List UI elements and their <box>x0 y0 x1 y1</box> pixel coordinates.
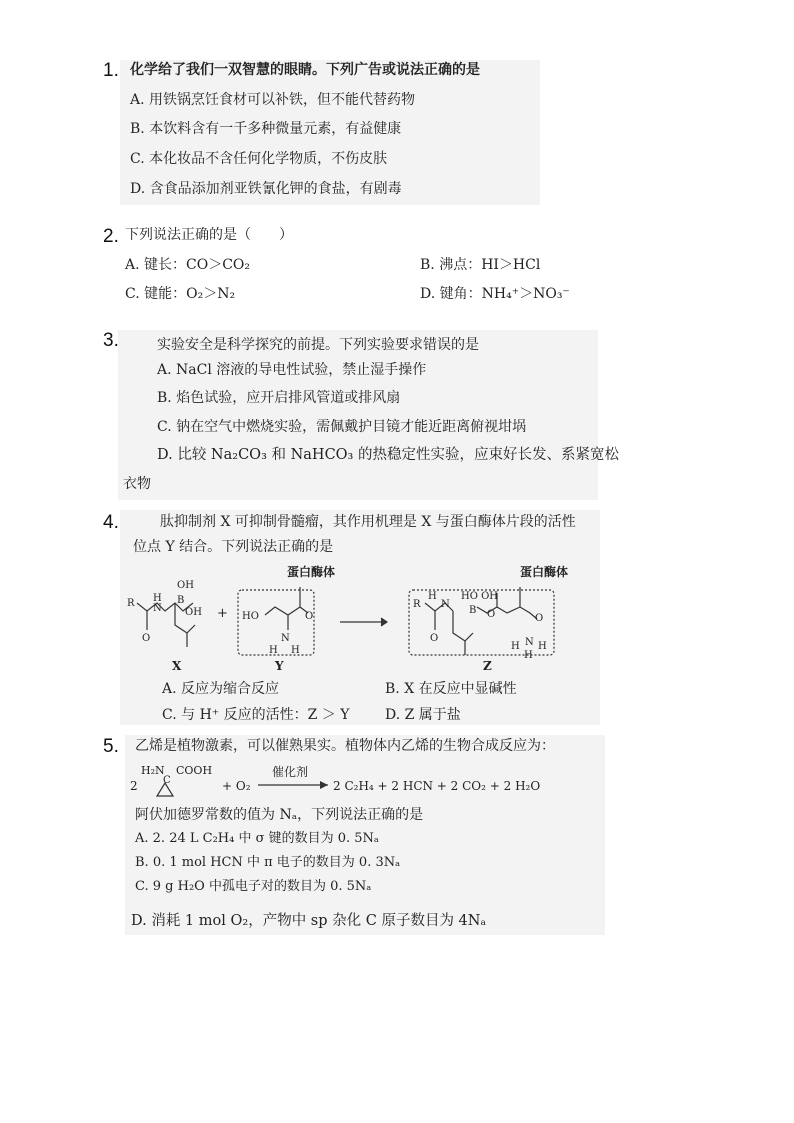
coefficient: 2 <box>130 779 138 793</box>
option-c: C. 本化妆品不含任何化学物质，不伤皮肤 <box>130 151 388 167</box>
question-stem-line2: 位点 Y 结合。下列说法正确的是 <box>133 539 334 555</box>
svg-text:R: R <box>413 599 421 610</box>
option-a: A. 2. 24 L C₂H₄ 中 σ 键的数目为 0. 5Nₐ <box>135 831 379 846</box>
question-stem: 下列说法正确的是（ ） <box>125 227 293 243</box>
option-a: A. 用铁锅烹饪食材可以补铁，但不能代替药物 <box>130 92 416 108</box>
oxygen-reactant: + O₂ <box>222 779 251 793</box>
option-d: D. 含食品添加剂亚铁氰化钾的食盐，有剧毒 <box>130 181 402 197</box>
question-number: 1. <box>103 60 119 81</box>
scan-region <box>118 330 598 500</box>
option-a: A. 反应为缩合反应 <box>162 681 280 697</box>
option-b: B. X 在反应中显碱性 <box>385 681 517 697</box>
products: 2 C₂H₄ + 2 HCN + 2 CO₂ + 2 H₂O <box>333 779 541 793</box>
reaction-arrow <box>258 780 330 790</box>
svg-text:B: B <box>177 595 185 606</box>
svg-text:H: H <box>153 593 162 604</box>
question-number: 5. <box>103 736 119 757</box>
catalyst-label: 催化剂 <box>272 765 309 779</box>
svg-text:H: H <box>538 641 547 652</box>
proteasome-label: 蛋白酶体 <box>287 565 336 579</box>
option-a: A. NaCl 溶液的导电性试验，禁止湿手操作 <box>157 362 427 378</box>
option-b: B. 沸点：HI＞HCl <box>420 257 541 273</box>
atom-r: R <box>127 598 135 609</box>
option-c: C. 9 g H₂O 中孤电子对的数目为 0. 5Nₐ <box>135 879 372 894</box>
amine-group: H₂N <box>141 764 165 777</box>
question-number: 3. <box>103 330 119 351</box>
question-stem: 实验安全是科学探究的前提。下列实验要求错误的是 <box>157 337 479 353</box>
option-b: B. 本饮料含有一千多种微量元素，有益健康 <box>130 121 402 137</box>
svg-text:OH: OH <box>185 607 202 618</box>
question-number: 2. <box>103 226 119 247</box>
compound-y-label: Y <box>275 659 284 673</box>
svg-text:N: N <box>153 603 162 614</box>
svg-text:N: N <box>281 633 290 644</box>
svg-text:O: O <box>142 633 151 644</box>
svg-text:O: O <box>305 611 314 622</box>
option-c: C. 钠在空气中燃烧实验，需佩戴护目镜才能近距离俯视坩埚 <box>157 419 527 435</box>
svg-text:H: H <box>428 591 437 602</box>
option-c: C. 与 H⁺ 反应的活性：Z ＞ Y <box>162 707 350 723</box>
svg-text:OH: OH <box>177 580 194 591</box>
option-a: A. 键长：CO＞CO₂ <box>125 257 251 273</box>
option-c: C. 键能：O₂＞N₂ <box>125 286 236 302</box>
option-b: B. 0. 1 mol HCN 中 π 电子的数目为 0. 3Nₐ <box>135 855 401 870</box>
svg-text:N: N <box>441 599 450 610</box>
svg-text:H: H <box>524 650 533 661</box>
question-number: 4. <box>103 512 119 533</box>
question-stem-line2: 阿伏加德罗常数的值为 Nₐ，下列说法正确的是 <box>135 807 424 823</box>
svg-text:H: H <box>511 641 520 652</box>
svg-text:N: N <box>525 637 534 648</box>
proteasome-label: 蛋白酶体 <box>520 565 569 579</box>
compound-x-label: X <box>172 659 182 673</box>
option-d: D. 消耗 1 mol O₂，产物中 sp 杂化 C 原子数目为 4Nₐ <box>131 913 487 929</box>
question-stem: 肽抑制剂 X 可抑制骨髓瘤，其作用机理是 X 与蛋白酶体片段的活性 <box>160 514 576 530</box>
svg-text:H: H <box>269 645 278 656</box>
svg-text:HO OH: HO OH <box>461 591 499 602</box>
cyclopropane-ring <box>155 782 175 798</box>
svg-text:HO: HO <box>242 611 259 622</box>
central-carbon: C <box>163 775 171 786</box>
question-stem: 乙烯是植物激素，可以催熟果实。植物体内乙烯的生物合成反应为： <box>135 738 555 754</box>
svg-text:H: H <box>291 645 300 656</box>
svg-text:O: O <box>487 609 496 620</box>
svg-text:O: O <box>535 613 544 624</box>
question-stem: 化学给了我们一双智慧的眼睛。下列广告或说法正确的是 <box>130 62 480 78</box>
option-b: B. 焰色试验，应开启排风管道或排风扇 <box>157 390 401 406</box>
compound-z-label: Z <box>483 659 492 673</box>
option-d: D. 键角：NH₄⁺＞NO₃⁻ <box>420 286 570 302</box>
option-d-continued: 衣物 <box>123 476 151 492</box>
svg-text:+: + <box>217 606 228 621</box>
svg-text:B: B <box>469 605 477 616</box>
svg-text:O: O <box>430 633 439 644</box>
structure-drawing <box>125 575 565 675</box>
option-d: D. 比较 Na₂CO₃ 和 NaHCO₃ 的热稳定性实验，应束好长发、系紧宽松 <box>157 447 619 463</box>
option-d: D. Z 属于盐 <box>385 707 461 723</box>
acid-group: COOH <box>176 764 213 777</box>
